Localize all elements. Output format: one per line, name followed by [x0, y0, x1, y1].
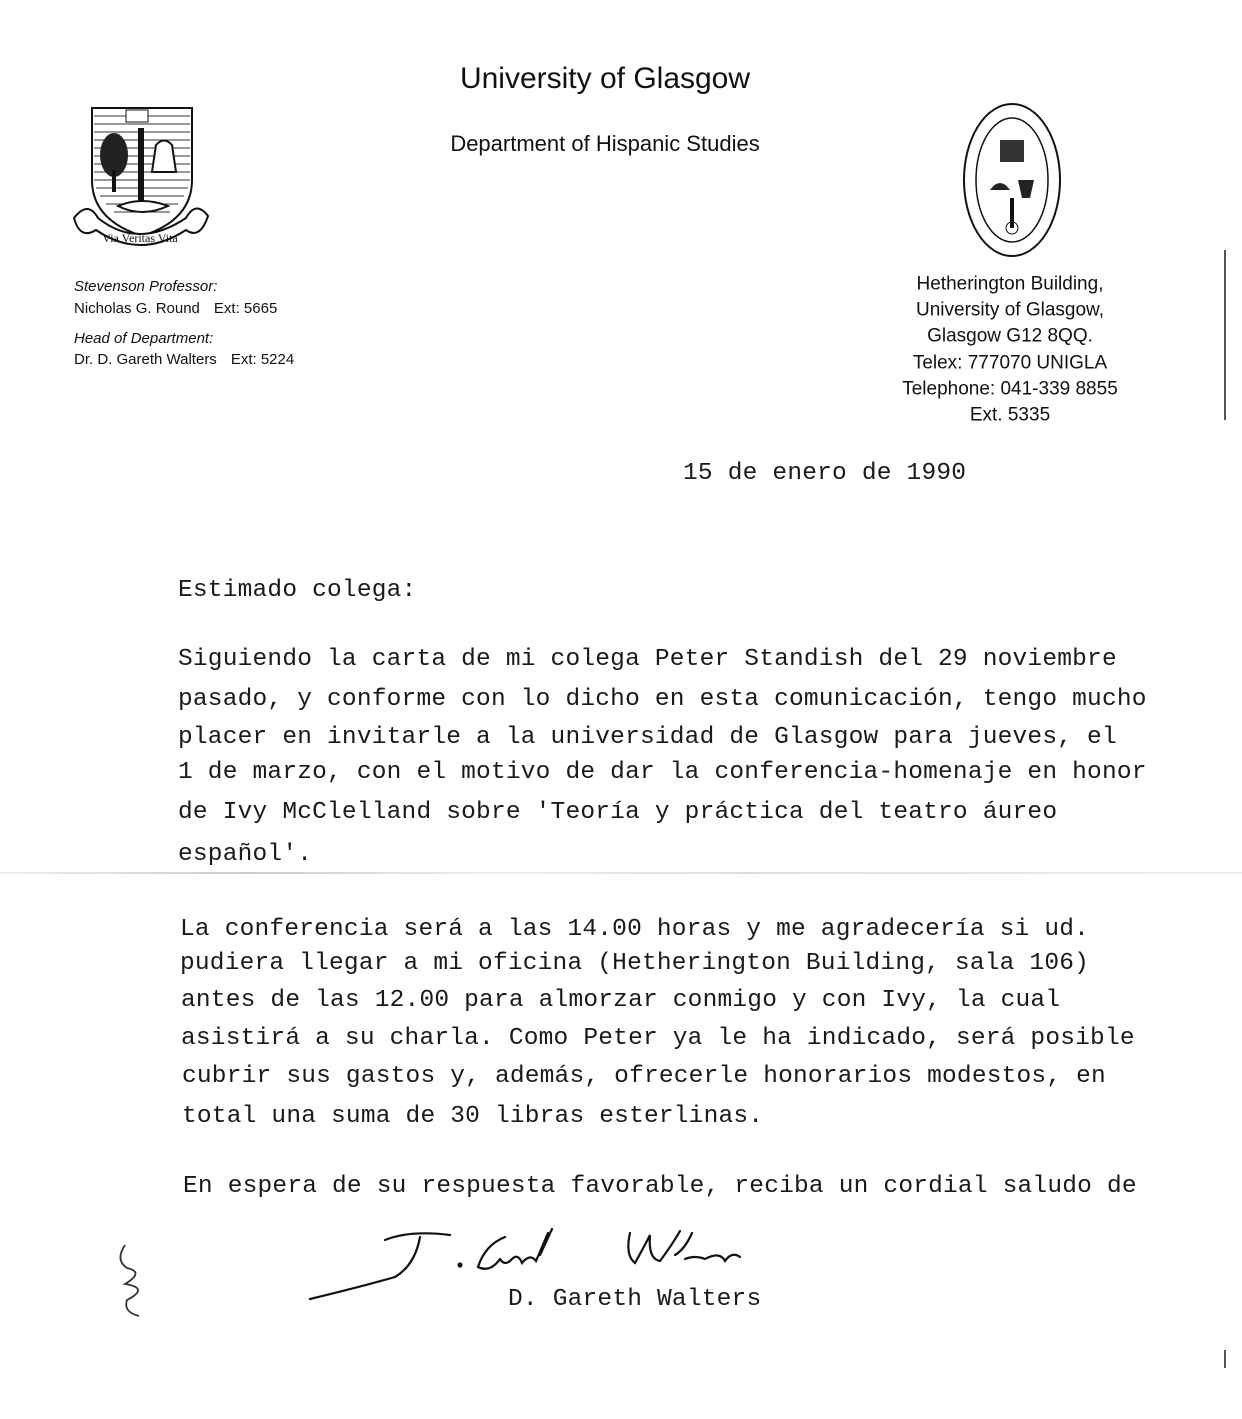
staff-ext: Ext: 5224: [230, 351, 295, 368]
paragraph-1-line: placer en invitarle a la universidad de Glasgow para jueves, el: [178, 723, 1117, 751]
staff-entry-1: [74, 301, 277, 316]
paragraph-2-line: total una suma de 30 libras esterlinas.: [182, 1102, 764, 1130]
extension-line: Ext. 5335: [969, 404, 1051, 426]
staff-entry-2: [74, 352, 294, 367]
paragraph-1-line: de Ivy McClelland sobre 'Teoría y práctica del teatro áureo: [178, 798, 1058, 826]
salutation: Estimado colega:: [178, 576, 417, 604]
paragraph-2-line: asistirá a su charla. Como Peter ya le ha indicado, será posible: [181, 1024, 1135, 1052]
scan-edge-mark: [1224, 1350, 1226, 1368]
letter-date: 15 de enero de 1990: [683, 459, 967, 487]
crest-motto: Via Veritas Vita: [102, 231, 178, 245]
paragraph-2-line: cubrir sus gastos y, además, ofrecerle honorarios modestos, en: [182, 1062, 1106, 1090]
paragraph-2-line: pudiera llegar a mi oficina (Hetherington Building, sala 106): [180, 949, 1090, 977]
paper-fold-line: [0, 872, 1242, 874]
institution-name: University of Glasgow: [459, 62, 751, 95]
paragraph-1-line: pasado, y conforme con lo dicho en esta comunicación, tengo mucho: [178, 685, 1147, 713]
signatory-name: D. Gareth Walters: [508, 1285, 762, 1313]
staff-role-2: [74, 331, 213, 346]
university-crest-logo: [68, 100, 213, 250]
staff-role-label: Stevenson Professor:: [74, 278, 218, 295]
paragraph-1-line: español'.: [178, 840, 313, 868]
department-name: Department of Hispanic Studies: [450, 131, 760, 156]
staff-role-1: [74, 279, 217, 294]
paragraph-1-line: Siguiendo la carta de mi colega Peter Standish del 29 noviembre: [178, 645, 1117, 673]
closing-line: En espera de su respuesta favorable, reciba un cordial saludo de: [183, 1172, 1137, 1200]
address-line: University of Glasgow,: [916, 299, 1104, 321]
margin-handwritten-mark: [105, 1240, 165, 1320]
paragraph-2-line: antes de las 12.00 para almorzar conmigo y con Ivy, la cual: [181, 986, 1061, 1014]
telephone-line: Telephone: 041-339 8855: [902, 378, 1118, 400]
telex-line: Telex: 777070 UNIGLA: [912, 352, 1108, 374]
staff-ext: Ext: 5665: [213, 300, 278, 317]
university-seal-logo: [960, 100, 1065, 260]
staff-role-label: Head of Department:: [74, 330, 214, 347]
address-line: Glasgow G12 8QQ.: [927, 325, 1093, 347]
staff-name: Dr. D. Gareth Walters: [74, 351, 217, 368]
paragraph-2-line: La conferencia será a las 14.00 horas y me agradecería si ud.: [180, 915, 1090, 943]
scan-edge-mark: [1224, 250, 1226, 420]
staff-name: Nicholas G. Round: [74, 300, 200, 317]
address-line: Hetherington Building,: [916, 273, 1104, 295]
paragraph-1-line: 1 de marzo, con el motivo de dar la conferencia-homenaje en honor: [178, 758, 1147, 786]
